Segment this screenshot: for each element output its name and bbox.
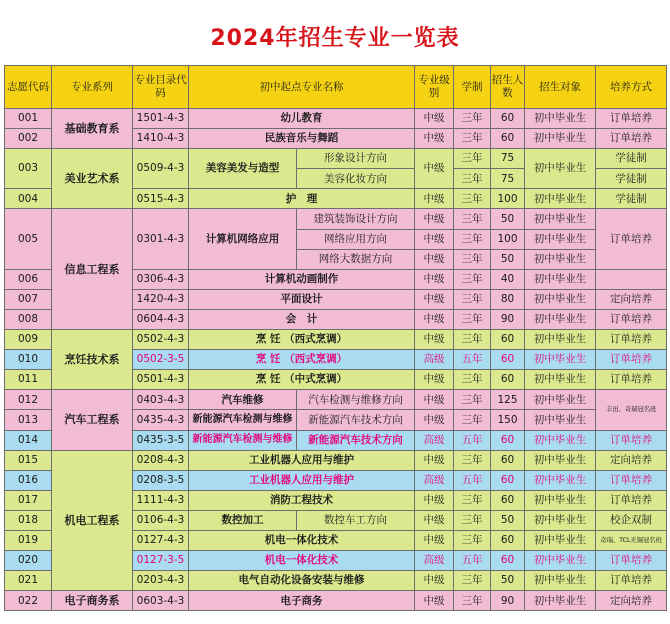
code-cell: 014 [5,430,52,450]
code-cell: 018 [5,510,52,530]
code-cell: 015 [5,450,52,470]
series-cell: 基础教育系 [52,109,133,149]
target-cell: 初中毕业生 [525,149,596,189]
target-cell: 初中毕业生 [525,229,596,249]
target-cell: 初中毕业生 [525,330,596,350]
level-cell: 中级 [415,289,454,309]
major-name-cell: 民族音乐与舞蹈 [189,129,415,149]
mode-cell: 订单培养 [596,109,667,129]
years-cell: 三年 [454,390,491,410]
years-cell: 三年 [454,149,491,169]
code-cell: 008 [5,309,52,329]
major-name-cell: 美容美发与造型 [189,149,297,189]
mode-cell: 定向培养 [596,591,667,611]
series-cell: 烹饪技术系 [52,330,133,390]
quota-cell: 50 [491,209,525,229]
level-cell: 中级 [415,571,454,591]
direction-cell: 网络大数据方向 [297,249,415,269]
series-cell: 机电工程系 [52,450,133,591]
catalog-cell: 0127-4-3 [133,530,189,550]
quota-cell: 75 [491,169,525,189]
target-cell: 初中毕业生 [525,109,596,129]
years-cell: 三年 [454,249,491,269]
target-cell: 初中毕业生 [525,269,596,289]
catalog-cell: 1410-4-3 [133,129,189,149]
quota-cell: 40 [491,269,525,289]
quota-cell: 75 [491,149,525,169]
quota-cell: 60 [491,129,525,149]
major-name-cell: 新能源汽车检测与维修 [189,410,297,430]
catalog-cell: 0127-3-5 [133,551,189,571]
target-cell: 初中毕业生 [525,551,596,571]
level-cell: 中级 [415,249,454,269]
header-code: 志愿代码 [5,66,52,109]
table-header [5,66,667,109]
direction-cell: 建筑装饰设计方向 [297,209,415,229]
years-cell: 三年 [454,229,491,249]
code-cell: 022 [5,591,52,611]
direction-cell: 形象设计方向 [297,149,415,169]
quota-cell: 60 [491,450,525,470]
years-cell: 三年 [454,410,491,430]
code-cell: 003 [5,149,52,189]
quota-cell: 125 [491,390,525,410]
target-cell: 初中毕业生 [525,249,596,269]
catalog-cell: 1111-4-3 [133,490,189,510]
quota-cell: 150 [491,410,525,430]
quota-cell: 60 [491,430,525,450]
major-name-cell: 数控加工 [189,510,297,530]
level-cell: 高级 [415,430,454,450]
target-cell: 初中毕业生 [525,350,596,370]
target-cell: 初中毕业生 [525,430,596,450]
level-cell: 中级 [415,510,454,530]
level-cell: 中级 [415,109,454,129]
catalog-cell: 0603-4-3 [133,591,189,611]
years-cell: 三年 [454,490,491,510]
target-cell: 初中毕业生 [525,591,596,611]
quota-cell: 50 [491,249,525,269]
years-cell: 三年 [454,571,491,591]
quota-cell: 80 [491,289,525,309]
years-cell: 三年 [454,129,491,149]
mode-cell: 订单培养 [596,330,667,350]
target-cell: 初中毕业生 [525,309,596,329]
years-cell: 三年 [454,510,491,530]
mode-cell: 订单培养 [596,370,667,390]
code-cell: 013 [5,410,52,430]
code-cell: 017 [5,490,52,510]
mode-cell: 学徒制 [596,189,667,209]
quota-cell: 60 [491,530,525,550]
level-cell: 中级 [415,209,454,229]
quota-cell: 60 [491,370,525,390]
mode-cell: 订单培养 [596,309,667,329]
mode-cell: 学徒制 [596,169,667,189]
mode-cell: 订单培养 [596,129,667,149]
level-cell: 中级 [415,450,454,470]
catalog-cell: 0203-4-3 [133,571,189,591]
mode-cell: 学徒制 [596,149,667,169]
target-cell: 初中毕业生 [525,289,596,309]
major-name-cell: 机电一体化技术 [189,530,415,550]
series-cell: 电子商务系 [52,591,133,611]
direction-cell: 网络应用方向 [297,229,415,249]
code-cell: 021 [5,571,52,591]
catalog-cell: 0106-4-3 [133,510,189,530]
table-row [5,109,667,129]
level-cell: 中级 [415,229,454,249]
header-series: 专业系列 [52,66,133,109]
code-cell: 002 [5,129,52,149]
code-cell: 001 [5,109,52,129]
table-row [5,149,667,169]
years-cell: 三年 [454,209,491,229]
quota-cell: 60 [491,551,525,571]
level-cell: 中级 [415,330,454,350]
catalog-cell: 0515-4-3 [133,189,189,209]
header-target: 招生对象 [525,66,596,109]
level-cell: 高级 [415,350,454,370]
quota-cell: 60 [491,470,525,490]
years-cell: 五年 [454,551,491,571]
years-cell: 三年 [454,109,491,129]
direction-cell: 新能源汽车技术方向 [297,430,415,450]
quota-cell: 100 [491,189,525,209]
target-cell: 初中毕业生 [525,571,596,591]
major-name-cell: 电子商务 [189,591,415,611]
major-name-cell: 计算机动画制作 [189,269,415,289]
catalog-cell: 0301-4-3 [133,209,189,269]
code-cell: 005 [5,209,52,269]
mode-cell: 订单培养 [596,551,667,571]
years-cell: 三年 [454,530,491,550]
catalog-cell: 0509-4-3 [133,149,189,189]
catalog-cell: 0501-4-3 [133,370,189,390]
code-cell: 019 [5,530,52,550]
target-cell: 初中毕业生 [525,530,596,550]
code-cell: 007 [5,289,52,309]
code-cell: 011 [5,370,52,390]
quota-cell: 60 [491,109,525,129]
level-cell: 中级 [415,490,454,510]
code-cell: 009 [5,330,52,350]
years-cell: 三年 [454,330,491,350]
years-cell: 三年 [454,169,491,189]
target-cell: 初中毕业生 [525,370,596,390]
level-cell: 中级 [415,530,454,550]
target-cell: 初中毕业生 [525,450,596,470]
direction-cell: 美容化妆方向 [297,169,415,189]
code-cell: 004 [5,189,52,209]
level-cell: 中级 [415,149,454,189]
major-name-cell: 工业机器人应用与维护 [189,470,415,490]
level-cell: 中级 [415,390,454,410]
quota-cell: 60 [491,330,525,350]
major-name-cell: 会 计 [189,309,415,329]
code-cell: 010 [5,350,52,370]
major-name-cell: 烹 饪 （西式烹调） [189,350,415,370]
mode-cell: 丰田、奇瑞冠名班 [596,390,667,430]
target-cell: 初中毕业生 [525,129,596,149]
years-cell: 五年 [454,470,491,490]
mode-cell: 订单培养 [596,571,667,591]
series-cell: 汽车工程系 [52,390,133,450]
level-cell: 中级 [415,129,454,149]
years-cell: 五年 [454,350,491,370]
quota-cell: 90 [491,309,525,329]
code-cell: 016 [5,470,52,490]
catalog-cell: 0435-4-3 [133,410,189,430]
catalog-cell: 1420-4-3 [133,289,189,309]
level-cell: 中级 [415,370,454,390]
target-cell: 初中毕业生 [525,510,596,530]
code-cell: 012 [5,390,52,410]
mode-cell: 定向培养 [596,289,667,309]
major-name-cell: 平面设计 [189,289,415,309]
header-years: 学制 [454,66,491,109]
major-name-cell: 消防工程技术 [189,490,415,510]
catalog-cell: 0604-4-3 [133,309,189,329]
years-cell: 三年 [454,269,491,289]
level-cell: 中级 [415,189,454,209]
quota-cell: 50 [491,571,525,591]
years-cell: 三年 [454,370,491,390]
major-name-cell: 机电一体化技术 [189,551,415,571]
quota-cell: 60 [491,490,525,510]
target-cell: 初中毕业生 [525,390,596,410]
level-cell: 中级 [415,309,454,329]
major-name-cell: 计算机网络应用 [189,209,297,269]
years-cell: 五年 [454,430,491,450]
quota-cell: 60 [491,350,525,370]
target-cell: 初中毕业生 [525,209,596,229]
catalog-cell: 1501-4-3 [133,109,189,129]
major-name-cell: 工业机器人应用与维护 [189,450,415,470]
table-row [5,591,667,611]
years-cell: 三年 [454,289,491,309]
mode-cell: 校企双制 [596,510,667,530]
code-cell: 006 [5,269,52,289]
catalog-cell: 0502-3-5 [133,350,189,370]
major-name-cell: 烹 饪 （西式烹调） [189,330,415,350]
mode-cell: 订单培养 [596,490,667,510]
quota-cell: 90 [491,591,525,611]
catalog-cell: 0403-4-3 [133,390,189,410]
table-row [5,450,667,470]
target-cell: 初中毕业生 [525,490,596,510]
code-cell: 020 [5,551,52,571]
header-level: 专业级别 [415,66,454,109]
level-cell: 高级 [415,551,454,571]
target-cell: 初中毕业生 [525,470,596,490]
direction-cell: 新能源汽车技术方向 [297,410,415,430]
mode-cell [596,269,667,289]
mode-cell: 订单培养 [596,350,667,370]
header-catalog: 专业目录代码 [133,66,189,109]
years-cell: 三年 [454,450,491,470]
table-row [5,330,667,350]
header-mode: 培养方式 [596,66,667,109]
catalog-cell: 0208-3-5 [133,470,189,490]
header-quota: 招生人数 [491,66,525,109]
direction-cell: 数控车工方向 [297,510,415,530]
quota-cell: 50 [491,510,525,530]
years-cell: 三年 [454,591,491,611]
major-name-cell: 烹 饪 （中式烹调） [189,370,415,390]
catalog-cell: 0306-4-3 [133,269,189,289]
mode-cell: 订单培养 [596,430,667,450]
mode-cell: 订单培养 [596,470,667,490]
quota-cell: 100 [491,229,525,249]
direction-cell: 汽车检测与维修方向 [297,390,415,410]
years-cell: 三年 [454,189,491,209]
level-cell: 高级 [415,470,454,490]
mode-cell: 定向培养 [596,450,667,470]
major-name-cell: 幼儿教育 [189,109,415,129]
catalog-cell: 0208-4-3 [133,450,189,470]
mode-cell: 订单培养 [596,209,667,269]
series-cell: 信息工程系 [52,209,133,330]
level-cell: 中级 [415,269,454,289]
table-row [5,390,667,410]
series-cell: 美业艺术系 [52,149,133,209]
page-title: 2024年招生专业一览表 [210,26,460,51]
table-row [5,209,667,229]
level-cell: 中级 [415,591,454,611]
level-cell: 中级 [415,410,454,430]
target-cell: 初中毕业生 [525,189,596,209]
mode-cell: 奇瑞、TCL无锡冠名班 [596,530,667,550]
catalog-cell: 0435-3-5 [133,430,189,450]
catalog-cell: 0502-4-3 [133,330,189,350]
major-name-cell: 电气自动化设备安装与维修 [189,571,415,591]
enrollment-table [4,65,667,611]
header-name: 初中起点专业名称 [189,66,415,109]
years-cell: 三年 [454,309,491,329]
major-name-cell: 汽车维修 [189,390,297,410]
target-cell: 初中毕业生 [525,410,596,430]
major-name-cell: 护 理 [189,189,415,209]
major-name-cell: 新能源汽车检测与维修 [189,430,297,450]
